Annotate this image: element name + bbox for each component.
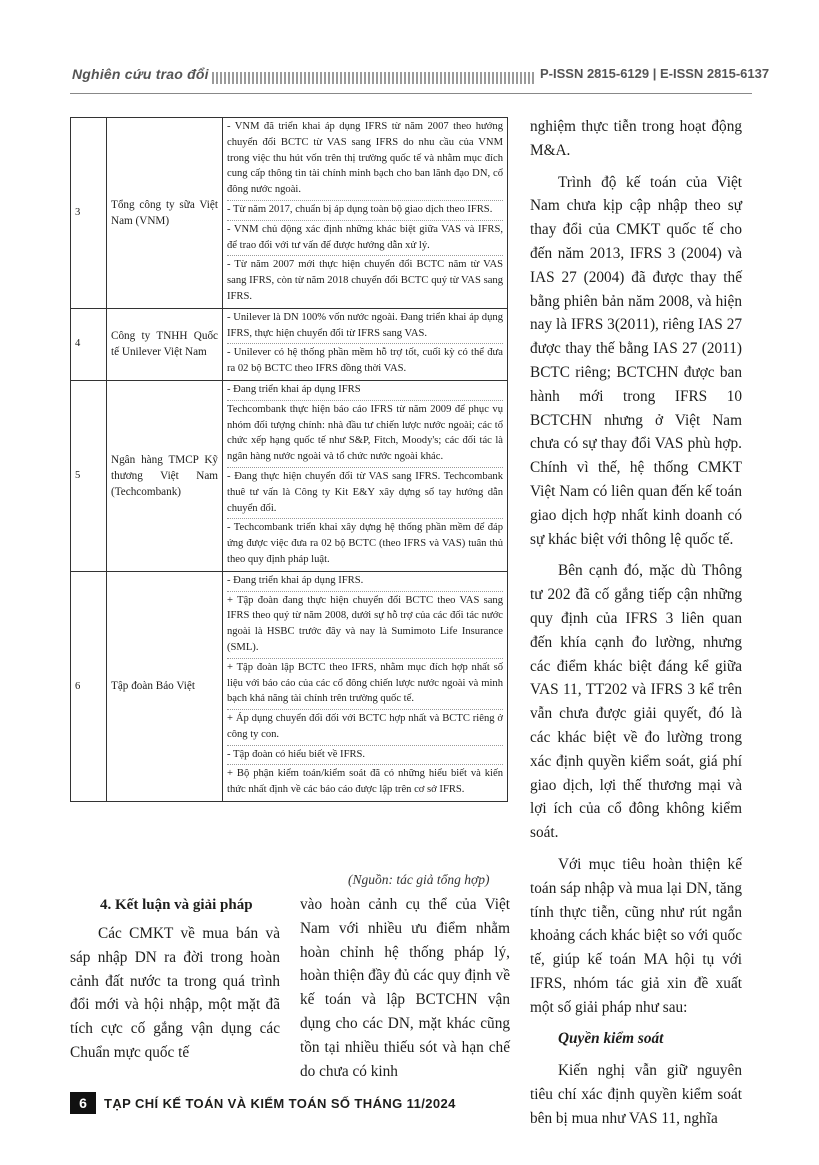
header-decorative-bar xyxy=(212,72,535,84)
description-item: - Đang thực hiện chuyển đổi từ VAS sang IFRS. Techcombank thuê tư vấn là Công ty Kit E&Y xây dựng sổ tay hướng dẫn chuyển đổi. xyxy=(227,467,503,516)
row-number: 3 xyxy=(71,118,107,309)
header-section-title: Nghiên cứu trao đổi xyxy=(72,66,209,82)
description-item: + Tập đoàn lập BCTC theo IFRS, nhằm mục đích hợp nhất số liệu với báo cáo của các cổ đông chiến lược nước ngoài và minh bạch khả năng tài chính trên trường quốc tế. xyxy=(227,658,503,707)
text-column-1 xyxy=(70,922,280,1065)
description-item: + Tập đoàn đang thực hiện chuyển đổi BCTC theo VAS sang IFRS theo quý từ năm 2008, dưới sự hỗ trợ của các đối tác nước ngoài là HSBC trước đây và nay là Sumimoto Life Insurance (SML). xyxy=(227,591,503,656)
table-row xyxy=(71,571,508,801)
row-number: 4 xyxy=(71,308,107,380)
company-ifrs-table xyxy=(70,117,508,802)
paragraph: nghiệm thực tiễn trong hoạt động M&A. xyxy=(530,118,742,159)
description-item: + Áp dụng chuyển đổi đối với BCTC hợp nhất và BCTC riêng ở công ty con. xyxy=(227,709,503,743)
table-row xyxy=(71,118,508,309)
page-footer xyxy=(70,1092,456,1114)
table-row xyxy=(71,380,508,571)
ifrs-description xyxy=(223,380,508,571)
description-item: - Tập đoàn có hiểu biết về IFRS. xyxy=(227,745,503,763)
table-body xyxy=(71,118,508,802)
header-issn: P-ISSN 2815-6129 | E-ISSN 2815-6137 xyxy=(540,66,770,81)
company-name: Công ty TNHH Quốc tế Unilever Việt Nam xyxy=(107,308,223,380)
row-number: 5 xyxy=(71,380,107,571)
subheading: Quyền kiểm soát xyxy=(558,1030,664,1048)
company-name: Tổng công ty sữa Việt Nam (VNM) xyxy=(107,118,223,309)
table-source-note: (Nguồn: tác giả tổng hợp) xyxy=(348,872,490,887)
description-item: Techcombank thực hiện báo cáo IFRS từ năm 2009 để phục vụ nhóm đối tượng chính: nhà đầu tư chiến lược nước ngoài; các tổ chức xếp hạng quốc tế như S&P, Fitch, Moody's; các đối tác là ngân hàng nước ngoài và tổ chức nước ngoài khác. xyxy=(227,400,503,465)
paragraph: Với mục tiêu hoàn thiện kế toán sáp nhập và mua lại DN, tăng tính thực tiễn, cũng như rút ngắn khoảng cách khác biệt so với quốc tế, giúp kế toán MA hội tụ với IFRS, nhóm tác giả xin đề xuất một số giải pháp như sau: xyxy=(530,855,742,1016)
text-column-3 xyxy=(530,115,742,1139)
description-item: - Đang triển khai áp dụng IFRS xyxy=(227,383,361,395)
description-item: - Từ năm 2017, chuẩn bị áp dụng toàn bộ giao dịch theo IFRS. xyxy=(227,200,503,218)
description-item: - VNM đã triển khai áp dụng IFRS từ năm 2007 theo hướng chuyển đổi BCTC từ VAS sang IFRS do nhu cầu của VNM trong việc thu hút vốn trên thị trường quốc tế và nhằm mục đích cung cấp thông tin tài chính minh bạch cho ban lãnh đạo DN, cổ đông nước ngoài. xyxy=(227,121,503,196)
paragraph: Trình độ kế toán của Việt Nam chưa kịp cập nhập theo sự thay đổi của CMKT quốc tế cho đến năm 2013, IFRS 3 (2004) và IAS 27 (2004) đã được thay thế bằng phiên bản năm 2008, và hiện nay là IFRS 3(2011), riêng IAS 27 được thay thế bằng IAS 27 (2011) BCTC riêng; BCTCHN được ban hành mới trong IFRS 10 BCTCHN nhưng ở Việt Nam chưa có sự thay đổi VAS phù hợp. Chính vì thế, hệ thống CMKT Việt Nam có liên quan đến kế toán giao dịch hợp nhất kinh doanh có sự khác biệt với thông lệ quốc tế. xyxy=(530,173,742,548)
description-item: - Từ năm 2007 mới thực hiện chuyển đổi BCTC năm từ VAS sang IFRS, còn từ năm 2018 chuyển đổi BCTC quý từ VAS sang IFRS. xyxy=(227,255,503,304)
description-item: - Unilever có hệ thống phần mềm hỗ trợ tốt, cuối kỳ có thể đưa ra 02 bộ BCTC theo IFRS đồng thời VAS. xyxy=(227,343,503,377)
ifrs-description xyxy=(223,571,508,801)
section-heading: 4. Kết luận và giải pháp xyxy=(100,897,253,913)
description-item: - Đang triển khai áp dụng IFRS. xyxy=(227,574,364,586)
ifrs-description xyxy=(223,118,508,309)
ifrs-description xyxy=(223,308,508,380)
header-divider xyxy=(70,93,752,94)
company-name: Tập đoàn Bảo Việt xyxy=(107,571,223,801)
text-column-2 xyxy=(300,893,510,1083)
description-item: - Techcombank triển khai xây dựng hệ thống phần mềm để đáp ứng được việc đưa ra 02 bộ BCTC (theo IFRS và VAS) tuân thủ theo quy định pháp luật. xyxy=(227,518,503,567)
description-item: + Bộ phận kiểm toán/kiểm soát đã có những hiểu biết và kiến thức nhất định về các báo cáo được lập trên cơ sở IFRS. xyxy=(227,764,503,798)
paragraph: Các CMKT về mua bán và sáp nhập DN ra đời trong hoàn cảnh đất nước ta trong quá trình đổi mới và hội nhập, một mặt đã tích cực cố gắng vận dụng các Chuẩn mực quốc tế xyxy=(70,925,280,1061)
description-item: - VNM chủ động xác định những khác biệt giữa VAS và IFRS, để trao đổi với tư vấn để được hướng dẫn xử lý. xyxy=(227,220,503,254)
description-item: - Unilever là DN 100% vốn nước ngoài. Đang triển khai áp dụng IFRS, thực hiện chuyển đổi từ IFRS sang VAS. xyxy=(227,311,503,339)
page-number: 6 xyxy=(70,1092,96,1114)
table-row xyxy=(71,308,508,380)
company-name: Ngân hàng TMCP Kỹ thương Việt Nam (Techcombank) xyxy=(107,380,223,571)
paragraph: Kiến nghị vẫn giữ nguyên tiêu chí xác định quyền kiểm soát bên bị mua như VAS 11, nghĩa xyxy=(530,1062,742,1127)
journal-title: TẠP CHÍ KẾ TOÁN VÀ KIỂM TOÁN SỐ THÁNG 11/2024 xyxy=(104,1095,456,1111)
paragraph: Bên cạnh đó, mặc dù Thông tư 202 đã cố gắng tiếp cận những quy định của IFRS 3 liên quan đến khía cạnh đo lường, nhưng các điểm khác biệt đáng kể giữa VAS 11, TT202 và IFRS 3 kể trên vẫn chưa được giải quyết, đó là các khác biệt về đo lường trong xác định quyền kiểm soát, giá phí giao dịch, lợi thế thương mại và lợi ích của cổ đông không kiểm soát. xyxy=(530,562,742,842)
row-number: 6 xyxy=(71,571,107,801)
paragraph: vào hoàn cảnh cụ thể của Việt Nam với nhiều ưu điểm nhằm hoàn chỉnh hệ thống pháp lý, hoàn thiện đầy đủ các quy định về kế toán và lập BCTCHN vận dụng cho các DN, mặt khác cũng tồn tại nhiều thiếu sót và hạn chế do chưa có kinh xyxy=(300,896,510,1080)
